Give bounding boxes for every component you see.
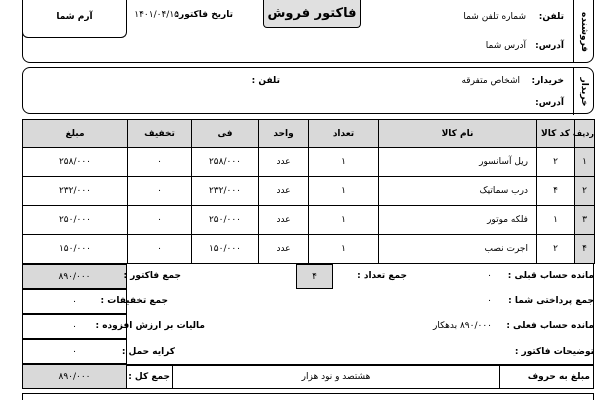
item-unit: عدد [259,235,309,264]
buyer-name-label: خریدار: [531,76,564,86]
header-amount: مبلغ [23,120,128,148]
current-balance-value: ۸۹۰/۰۰۰ بدهکار [433,321,492,331]
invoice-title-box [263,0,361,28]
item-price: ۲۵۸/۰۰۰ [192,148,259,177]
header-name: نام کالا [379,120,537,148]
prev-balance-value: ۰ [487,271,492,281]
prev-balance-label: مانده حساب قبلی : [507,271,594,281]
table-header-row [23,120,595,148]
header-price: فی [192,120,259,148]
grand-total-label: جمع کل : [128,372,170,382]
item-amount: ۲۳۲/۰۰۰ [23,177,128,206]
item-discount: ۰ [128,148,192,177]
row-number: ۲ [575,177,595,206]
table-row [23,177,595,206]
table-row [23,206,595,235]
seller-side-label: فروشنده [573,0,593,63]
discount-total-value: ۰ [22,289,127,314]
seller-address-label: آدرس: [535,41,564,51]
vat-value: ۰ [22,314,127,339]
invoice-total-value: ۸۹۰/۰۰۰ [22,264,127,289]
item-amount: ۲۵۰/۰۰۰ [23,206,128,235]
item-qty: ۱ [309,206,379,235]
item-amount: ۱۵۰/۰۰۰ [23,235,128,264]
words-label: مبلغ به حروف [527,372,590,382]
footer-box [22,393,594,400]
words-value: هشتصد و نود هزار [301,372,371,382]
buyer-phone-label: تلفن : [251,76,280,86]
item-price: ۲۳۲/۰۰۰ [192,177,259,206]
shipping-label: کرایه حمل : [121,347,175,357]
row-number: ۱ [575,148,595,177]
buyer-side-label: خریدار [573,68,593,115]
item-code: ۲ [537,235,575,264]
item-name: درب سماتیک [379,177,537,206]
table-row [23,148,595,177]
row-number: ۳ [575,206,595,235]
items-table [22,119,595,264]
item-code: ۱ [537,206,575,235]
header-row-number: ردیف [575,120,595,148]
date-value: ۱۴۰۱/۰۴/۱۵ [134,10,179,20]
item-unit: عدد [259,206,309,235]
item-price: ۲۵۰/۰۰۰ [192,206,259,235]
logo-box [22,0,127,38]
header-unit: واحد [259,120,309,148]
item-qty: ۱ [309,148,379,177]
buyer-address-label: آدرس: [535,98,564,108]
header-code: کد کالا [537,120,575,148]
seller-phone-label: تلفن: [538,12,564,22]
count-label: جمع تعداد : [357,271,407,281]
table-row [23,235,595,264]
discount-total-label: جمع تخفیفات : [100,296,168,306]
invoice-title: فاکتور فروش [267,6,357,21]
item-discount: ۰ [128,206,192,235]
invoice-total-label: جمع فاکتور : [123,271,181,281]
grand-total-value: ۸۹۰/۰۰۰ [22,364,127,389]
vat-label: مالیات بر ارزش افزوده : [95,321,205,331]
buyer-name-value: اشخاص متفرقه [461,76,520,86]
count-value: ۴ [296,264,333,289]
paid-value: ۰ [487,296,492,306]
item-qty: ۱ [309,177,379,206]
item-unit: عدد [259,148,309,177]
header-qty: تعداد [309,120,379,148]
item-unit: عدد [259,177,309,206]
row-number: ۴ [575,235,595,264]
item-discount: ۰ [128,177,192,206]
item-name: فلکه موتور [379,206,537,235]
item-qty: ۱ [309,235,379,264]
seller-phone-value: شماره تلفن شما [463,12,526,22]
paid-label: جمع پرداختی شما : [508,296,594,306]
item-amount: ۲۵۸/۰۰۰ [23,148,128,177]
item-code: ۲ [537,148,575,177]
notes-label: توضیحات فاکتور : [514,347,594,357]
item-discount: ۰ [128,235,192,264]
buyer-section [22,67,594,114]
item-code: ۴ [537,177,575,206]
shop-name: آرم شما [56,12,93,22]
item-price: ۱۵۰/۰۰۰ [192,235,259,264]
header-discount: تخفیف [128,120,192,148]
current-balance-label: مانده حساب فعلی : [506,321,594,331]
item-name: ریل آسانسور [379,148,537,177]
shipping-value: ۰ [22,339,127,364]
item-name: اجرت نصب [379,235,537,264]
date-label: تاریخ فاکتور: [175,10,233,20]
seller-address-value: آدرس شما [485,41,526,51]
